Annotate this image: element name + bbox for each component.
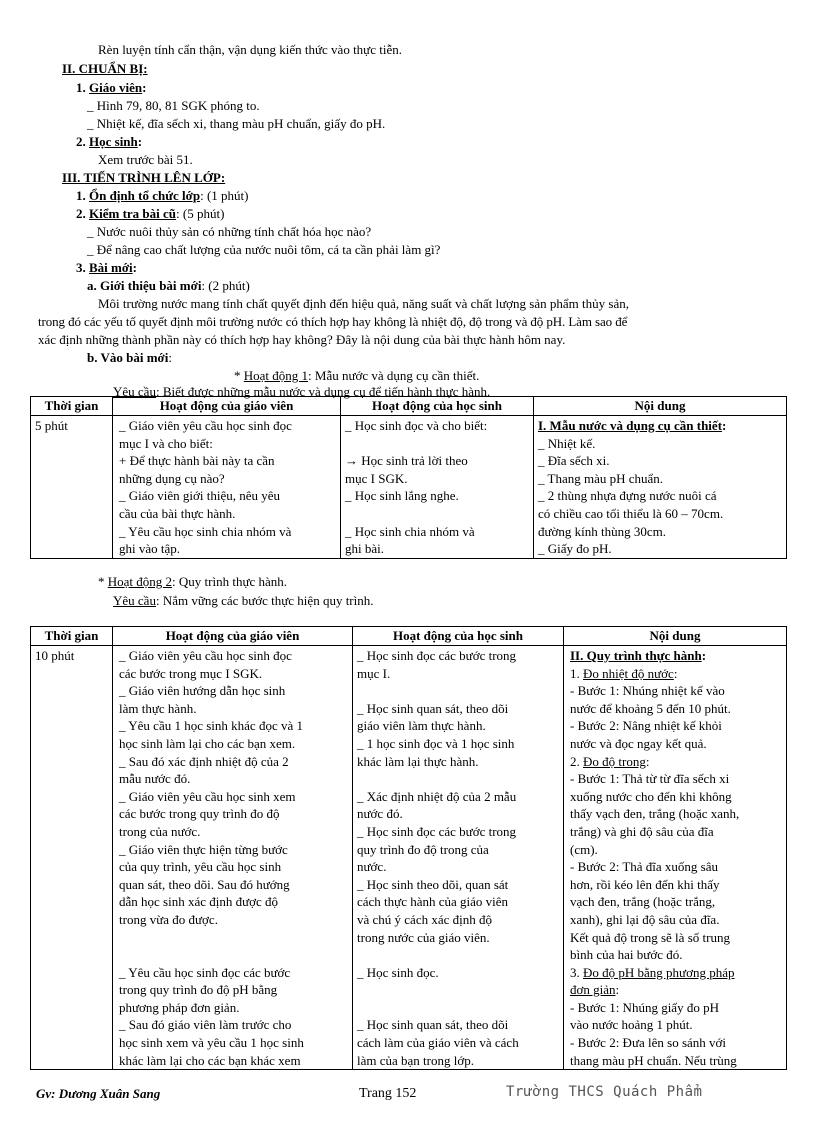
header-content: Nội dung <box>534 397 787 416</box>
cell-line: và chú ý cách xác định độ <box>357 911 493 927</box>
cell-line: nước đó. <box>357 806 403 822</box>
cell-line: _ Học sinh đọc. <box>357 964 439 980</box>
activity-1-table <box>30 396 787 559</box>
content-title <box>538 417 782 435</box>
cell-line: _ Nhiệt kế. <box>538 435 596 451</box>
requirement-label: Yêu cầu <box>113 384 156 399</box>
cell-line: những dụng cụ nào? <box>119 470 225 486</box>
subheading-colon: : <box>645 753 650 769</box>
time-cell <box>31 646 113 1070</box>
cell-line: _ 2 thùng nhựa đựng nước nuôi cá <box>538 488 717 504</box>
cell-line: mẫu nước đó. <box>119 771 191 787</box>
cell-line: _ Học sinh đọc các bước trong <box>357 823 517 839</box>
cell-line <box>357 981 559 999</box>
header-time: Thời gian <box>31 627 113 646</box>
subheading-clarity <box>570 753 782 771</box>
cell-line: của quy trình, yêu cầu học sinh <box>119 859 282 875</box>
step-2-duration: : (5 phút) <box>176 206 225 221</box>
cell-line: làm của bạn trong lớp. <box>357 1052 474 1068</box>
cell-line: cầu của bài thực hành. <box>119 505 236 521</box>
cell-line <box>119 946 348 964</box>
cell-line: _ Sau đó xác định nhiệt độ của 2 <box>119 753 289 769</box>
objective-line: Rèn luyện tính cẩn thận, vận dụng kiến thức vào thực tiễn. <box>98 42 402 57</box>
student-activity-cell <box>353 646 564 1070</box>
teacher-prep-item: _ Nhiệt kế, đĩa sếch xi, thang màu pH chuẩn, giấy đo pH. <box>87 116 386 131</box>
subheading-temperature <box>570 665 782 683</box>
cell-line <box>357 946 559 964</box>
author-signature: Gv: Dương Xuân Sang <box>36 1086 161 1101</box>
header-student-activity: Hoạt động của học sinh <box>353 627 564 646</box>
cell-line: thấy vạch đen, trắng (hoặc xanh, <box>570 806 740 822</box>
activity-2-bullet: * <box>98 574 108 589</box>
student-prep-label: Học sinh <box>89 134 138 149</box>
content-title-colon: : <box>722 418 727 433</box>
cell-line: _ Đĩa sếch xi. <box>538 453 610 469</box>
cell-line: khác làm lại cho các bạn khác xem <box>119 1052 301 1068</box>
step-1-label: Ổn định tổ chức lớp <box>89 188 201 203</box>
cell-line: _ Học sinh quan sát, theo dõi <box>357 700 509 716</box>
cell-line: - Bước 1: Nhúng giấy đo pH <box>570 999 719 1015</box>
step-1-num: 1. <box>76 188 89 203</box>
cell-line: _ Học sinh theo dõi, quan sát <box>357 876 509 892</box>
cell-line <box>357 999 559 1017</box>
cell-line: trong của nước. <box>119 823 201 839</box>
step-1-line <box>76 188 248 203</box>
cell-line: mục I và cho biết: <box>119 435 213 451</box>
cell-line: thang màu pH chuẩn. Nếu trùng <box>570 1052 737 1068</box>
cell-line: quy trình đo độ trong của <box>357 841 489 857</box>
content-title <box>570 647 782 665</box>
subheading-text: đơn giản <box>570 982 616 998</box>
step-3-colon: : <box>132 260 138 275</box>
new-lesson-colon: : <box>168 350 172 365</box>
student-prep-heading <box>76 134 142 149</box>
cell-line: quan sát, theo dõi. Sau đó hướng <box>119 876 290 892</box>
cell-line: _ Sau đó giáo viên làm trước cho <box>119 1017 292 1033</box>
student-activity-cell <box>341 416 534 559</box>
cell-line: nước để khoảng 5 đến 10 phút. <box>570 700 731 716</box>
subheading-colon: : <box>615 982 620 998</box>
cell-line: vạch đen, trắng (hoặc trắng, <box>570 894 716 910</box>
cell-line: xuống nước cho đến khi không <box>570 788 732 804</box>
school-name: Trường THCS Quách Phẩm <box>506 1084 703 1100</box>
cell-line: cách thực hành của giáo viên <box>357 894 509 910</box>
cell-line: làm thực hành. <box>119 700 197 716</box>
requirement-text: : Biết được những mẫu nước và dụng cụ để tiến hành thực hành. <box>155 384 491 399</box>
intro-label: a. Giới thiệu bài mới <box>87 278 202 293</box>
cell-line: - Bước 2: Nâng nhiệt kế khỏi <box>570 718 722 734</box>
cell-line: _ Yêu cầu học sinh chia nhóm và <box>119 523 292 539</box>
cell-line: _ Giáo viên yêu cầu học sinh đọc <box>119 648 292 663</box>
cell-line: đường kính thùng 30cm. <box>538 523 667 539</box>
step-3-num: 3. <box>76 260 89 275</box>
cell-line: - Bước 2: Thả đĩa xuống sâu <box>570 859 718 875</box>
teacher-activity-cell <box>113 416 341 559</box>
section-2-title: II. CHUẨN BỊ: <box>62 61 148 76</box>
activity-1-label: Hoạt động 1 <box>243 368 309 383</box>
header-teacher-activity: Hoạt động của giáo viên <box>113 397 341 416</box>
header-teacher-activity: Hoạt động của giáo viên <box>113 627 353 646</box>
table-row <box>31 646 787 1070</box>
cell-line: _ Xác định nhiệt độ của 2 mẫu <box>357 788 517 804</box>
cell-line: ghi vào tập. <box>119 541 181 557</box>
teacher-prep-label: Giáo viên <box>89 80 143 95</box>
cell-line: _ Giáo viên yêu cầu học sinh đọc <box>119 418 292 433</box>
time-value: 10 phút <box>35 648 75 663</box>
cell-line: giáo viên làm thực hành. <box>357 718 486 734</box>
page-number: Trang 152 <box>359 1086 417 1101</box>
cell-line: trắng) và ghi độ sâu của đĩa <box>570 823 714 839</box>
cell-line: khác làm lại thực hành. <box>357 753 479 769</box>
cell-line: _ Yêu cầu học sinh đọc các bước <box>119 964 291 980</box>
time-value: 5 phút <box>35 418 68 433</box>
step-1-duration: : (1 phút) <box>200 188 249 203</box>
student-prep-item: Xem trước bài 51. <box>98 152 193 167</box>
cell-line <box>345 435 529 453</box>
activity-1-bullet: * <box>234 368 244 383</box>
cell-line: (cm). <box>570 841 598 857</box>
subheading-colon: : <box>673 665 678 681</box>
cell-line <box>345 505 529 523</box>
cell-line: phương pháp đơn giản. <box>119 999 240 1015</box>
cell-line: _ Thang màu pH chuẩn. <box>538 470 664 486</box>
cell-line: vào nước hoảng 1 phút. <box>570 1017 693 1033</box>
table-header-row <box>31 397 787 416</box>
cell-line: _ Học sinh lắng nghe. <box>345 488 459 504</box>
new-lesson-heading <box>87 350 172 365</box>
cell-line: các bước trong quy trình đo độ <box>119 806 280 822</box>
activity-2-title: : Quy trình thực hành. <box>172 574 288 589</box>
step-2-num: 2. <box>76 206 89 221</box>
cell-line: Kết quả độ trong sẽ là số trung <box>570 929 730 945</box>
activity-1-heading <box>234 368 479 383</box>
header-time: Thời gian <box>31 397 113 416</box>
activity-2-table <box>30 626 787 1070</box>
table-row <box>31 416 787 559</box>
table-header-row <box>31 627 787 646</box>
cell-line <box>119 929 348 947</box>
cell-line: mục I. <box>357 665 391 681</box>
cell-line: _ Học sinh quan sát, theo dõi <box>357 1017 509 1033</box>
subheading-num: 2. <box>570 753 583 769</box>
teacher-activity-cell <box>113 646 353 1070</box>
content-cell <box>534 416 787 559</box>
cell-line <box>357 682 559 700</box>
cell-line: mục I SGK. <box>345 470 408 486</box>
cell-line: → Học sinh trả lời theo <box>345 453 468 469</box>
student-prep-num: 2. <box>76 134 89 149</box>
intro-heading <box>87 278 250 293</box>
cell-line: _ Giấy đo pH. <box>538 541 612 557</box>
teacher-prep-num: 1. <box>76 80 89 95</box>
cell-line: cách làm của giáo viên và cách <box>357 1035 519 1051</box>
student-prep-colon: : <box>137 134 143 149</box>
cell-line: dẫn học sinh xác định được độ <box>119 894 279 910</box>
content-title-text: I. Mẫu nước và dụng cụ cần thiết <box>538 418 723 433</box>
new-lesson-label: b. Vào bài mới <box>87 350 169 365</box>
subheading-text: Đo độ pH bằng phương pháp <box>583 964 735 980</box>
subheading-text: Đo độ trong <box>583 753 646 769</box>
teacher-prep-heading <box>76 80 146 95</box>
content-cell <box>564 646 787 1070</box>
header-content: Nội dung <box>564 627 787 646</box>
cell-line: _ Giáo viên thực hiện từng bước <box>119 841 288 857</box>
cell-line: các bước trong mục I SGK. <box>119 665 263 681</box>
cell-line: nước và đọc ngay kết quả. <box>570 735 707 751</box>
header-student-activity: Hoạt động của học sinh <box>341 397 534 416</box>
review-question: _ Để nâng cao chất lượng của nước nuôi tôm, cá ta cần phải làm gì? <box>87 242 441 257</box>
cell-line: nước. <box>357 859 387 875</box>
step-2-line <box>76 206 224 221</box>
cell-line: có chiều cao tối thiểu là 60 – 70cm. <box>538 505 724 521</box>
intro-paragraph-line: Môi trường nước mang tính chất quyết định đến hiệu quả, năng suất và chất lượng sản phẩm thủy sản, <box>98 296 629 311</box>
section-2-heading <box>62 61 148 76</box>
cell-line: _ Yêu cầu 1 học sinh khác đọc và 1 <box>119 718 303 734</box>
section-3-heading <box>62 170 225 185</box>
activity-2-requirement <box>113 593 374 608</box>
intro-duration: : (2 phút) <box>201 278 250 293</box>
activity-2-label: Hoạt động 2 <box>107 574 173 589</box>
requirement-text: : Nắm vững các bước thực hiện quy trình. <box>155 593 374 608</box>
cell-line: ghi bài. <box>345 541 384 557</box>
cell-line: _ Giáo viên giới thiệu, nêu yêu <box>119 488 281 504</box>
cell-line: _ Học sinh chia nhóm và <box>345 523 475 539</box>
cell-line: trong nước của giáo viên. <box>357 929 490 945</box>
intro-paragraph-line: trong đó các yếu tố quyết định môi trường nước có thích hợp hay không là nhiệt độ, độ trong và độ pH. Làm sao để <box>38 314 628 329</box>
cell-line: _ Học sinh đọc và cho biết: <box>345 418 488 433</box>
cell-line: - Bước 2: Đưa lên so sánh với <box>570 1035 727 1051</box>
step-3-line <box>76 260 137 275</box>
cell-line <box>357 770 559 788</box>
cell-line: học sinh xem và yêu cầu 1 học sinh <box>119 1035 304 1051</box>
cell-line: _ Giáo viên hướng dẫn học sinh <box>119 683 286 699</box>
subheading-num: 3. <box>570 964 583 980</box>
teacher-prep-item: _ Hình 79, 80, 81 SGK phóng to. <box>87 98 260 113</box>
subheading-text: Đo nhiệt độ nước <box>583 665 674 681</box>
cell-line: trong quy trình đo độ pH bằng <box>119 982 278 998</box>
cell-line: _ Học sinh đọc các bước trong <box>357 648 517 663</box>
subheading-num: 1. <box>570 665 583 681</box>
intro-paragraph-line: xác định những thành phần này có thích hợp hay không? Đây là nội dung của bài thực hành hôm nay. <box>38 332 566 347</box>
step-3-label: Bài mới <box>89 260 133 275</box>
cell-line: - Bước 1: Nhúng nhiệt kế vào <box>570 683 725 699</box>
section-3-title: III. TIẾN TRÌNH LÊN LỚP: <box>62 170 226 185</box>
time-cell <box>31 416 113 559</box>
subheading-ph-cont <box>570 981 782 999</box>
teacher-prep-colon: : <box>142 80 147 95</box>
step-2-label: Kiểm tra bài cũ <box>89 206 177 221</box>
cell-line: xanh), ghi lại độ sâu của đĩa. <box>570 911 720 927</box>
cell-line: bình của hai bước đó. <box>570 947 683 963</box>
cell-line: _ Giáo viên yêu cầu học sinh xem <box>119 788 296 804</box>
review-question: _ Nước nuôi thủy sản có những tính chất hóa học nào? <box>87 224 372 239</box>
cell-line: _ 1 học sinh đọc và 1 học sinh <box>357 735 515 751</box>
cell-line: học sinh làm lại cho các bạn xem. <box>119 735 296 751</box>
subheading-ph <box>570 964 782 982</box>
content-title-text: II. Quy trình thực hành <box>570 648 702 663</box>
activity-1-title: : Mẫu nước và dụng cụ cần thiết. <box>308 368 480 383</box>
cell-line: - Bước 1: Thả từ từ đĩa sếch xi <box>570 771 730 787</box>
requirement-label: Yêu cầu <box>113 593 156 608</box>
cell-line: + Để thực hành bài này ta cần <box>119 453 275 469</box>
cell-line: hơn, rồi kéo lên đến khi thấy <box>570 876 720 892</box>
content-title-colon: : <box>701 648 707 663</box>
activity-2-heading <box>98 574 287 589</box>
cell-line: trong vừa đo được. <box>119 911 218 927</box>
